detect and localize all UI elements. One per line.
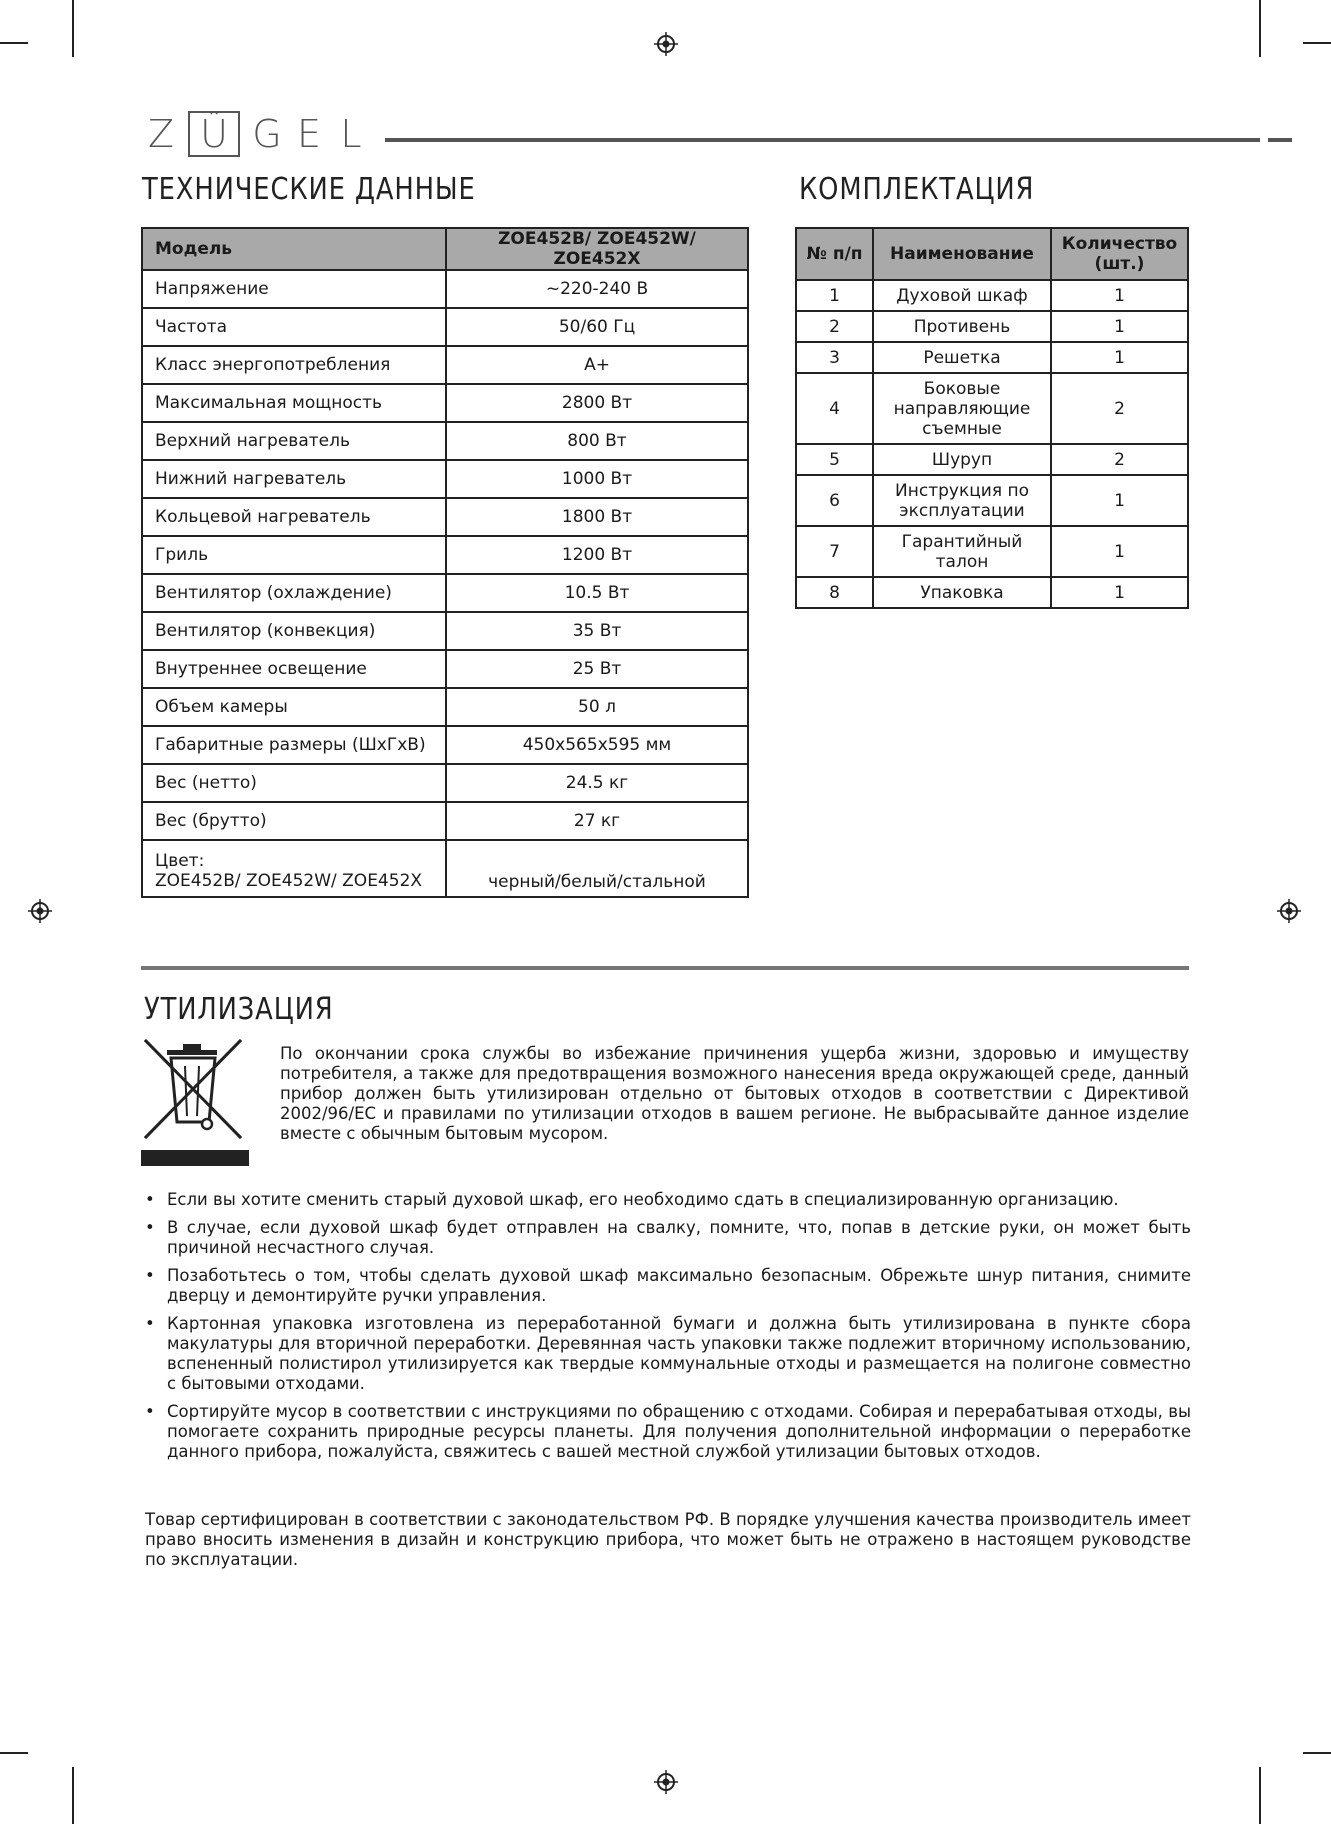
kit-item-name: Гарантийный талон [873, 526, 1051, 577]
table-header-cell: № п/п [796, 228, 873, 280]
spec-label: Объем камеры [142, 688, 446, 726]
spec-value: 35 Вт [446, 612, 748, 650]
table-row [796, 577, 1188, 608]
spec-label: Вентилятор (охлаждение) [142, 574, 446, 612]
color-label-line: Цвет: [155, 851, 205, 871]
specs-table [141, 227, 749, 898]
spec-label: Гриль [142, 536, 446, 574]
crop-mark [72, 0, 74, 57]
kit-number: 1 [796, 280, 873, 311]
kit-number: 4 [796, 373, 873, 444]
table-row [796, 280, 1188, 311]
table-row [142, 650, 748, 688]
kit-quantity: 1 [1051, 577, 1188, 608]
disposal-list [141, 1190, 1191, 1470]
logo-letter: Z [147, 112, 175, 156]
logo-letter: G [252, 112, 282, 156]
spec-label: Кольцевой нагреватель [142, 498, 446, 536]
kit-quantity: 1 [1051, 475, 1188, 526]
crop-mark [72, 1767, 74, 1824]
logo-letter: E [296, 112, 321, 156]
logo-letter: L [340, 112, 362, 156]
header-rule [1268, 138, 1292, 142]
spec-label: Габаритные размеры (ШхГхВ) [142, 726, 446, 764]
spec-value: черный/белый/стальной [446, 840, 748, 897]
table-row [142, 498, 748, 536]
registration-mark-icon [654, 32, 678, 56]
header-rule [385, 138, 1260, 142]
table-header-cell: Количество (шт.) [1051, 228, 1188, 280]
kit-item-name: Инструкция по эксплуатации [873, 475, 1051, 526]
kit-number: 7 [796, 526, 873, 577]
list-item: • Если вы хотите сменить старый духовой шкаф, его необходимо сдать в специализированную организацию. [141, 1190, 1191, 1210]
spec-value: 800 Вт [446, 422, 748, 460]
table-row [142, 574, 748, 612]
spec-value: 27 кг [446, 802, 748, 840]
table-row [142, 612, 748, 650]
table-row [142, 764, 748, 802]
spec-label: Вес (брутто) [142, 802, 446, 840]
table-row [796, 526, 1188, 577]
weee-crossed-bin-icon [141, 1036, 249, 1166]
table-row [796, 342, 1188, 373]
section-divider [141, 966, 1189, 970]
table-row [142, 688, 748, 726]
table-header-cell: Модель [142, 228, 446, 270]
kit-item-name: Шуруп [873, 444, 1051, 475]
list-item: • В случае, если духовой шкаф будет отправлен на свалку, помните, что, попав в детские руки, он может быть причиной несчастного случая. [141, 1218, 1191, 1258]
list-item: • Картонная упаковка изготовлена из переработанной бумаги и должна быть утилизирована в пункте сбора макулатуры для вторичной переработки. Деревянная часть упаковки также подлежит вторичному использованию, вспененный полистирол утилизируется как твердые коммунальные отходы и размещается на полигоне совместно с бытовыми отходами. [141, 1314, 1191, 1394]
spec-value: 1000 Вт [446, 460, 748, 498]
crop-mark [1259, 1767, 1261, 1824]
spec-label: Максимальная мощность [142, 384, 446, 422]
spec-label: Вентилятор (конвекция) [142, 612, 446, 650]
disposal-title: УТИЛИЗАЦИЯ [144, 992, 334, 1027]
registration-mark-icon [28, 899, 52, 923]
spec-value: 24.5 кг [446, 764, 748, 802]
disposal-intro: По окончании срока службы во избежание причинения ущерба жизни, здоровью и имуществу потребителя, а также для предотвращения возможного нанесения вреда окружающей среде, данный прибор должен быть утилизирован отдельно от бытовых отходов в соответствии с Директивой 2002/96/ЕС и правилами по утилизации отходов в вашем регионе. Не выбрасывайте данное изделие вместе с обычным бытовым мусором. [280, 1044, 1189, 1143]
table-header-row [796, 228, 1188, 280]
kit-item-name: Духовой шкаф [873, 280, 1051, 311]
spec-value: 2800 Вт [446, 384, 748, 422]
spec-value: 1800 Вт [446, 498, 748, 536]
table-row [796, 373, 1188, 444]
kit-number: 2 [796, 311, 873, 342]
spec-value: 10.5 Вт [446, 574, 748, 612]
specs-title: ТЕХНИЧЕСКИЕ ДАННЫЕ [142, 172, 476, 207]
list-item: • Сортируйте мусор в соответствии с инструкциями по обращению с отходами. Собирая и перерабатывая отходы, вы помогаете сохранить природные ресурсы планеты. Для получения дополнительной информации о переработке данного прибора, пожалуйста, свяжитесь с вашей местной службой утилизации бытовых отходов. [141, 1402, 1191, 1462]
spec-value: 1200 Вт [446, 536, 748, 574]
kit-number: 8 [796, 577, 873, 608]
list-item: • Позаботьтесь о том, чтобы сделать духовой шкаф максимально безопасным. Обрежьте шнур питания, снимите дверцу и демонтируйте ручки управления. [141, 1266, 1191, 1306]
table-header-cell: Наименование [873, 228, 1051, 280]
kit-quantity: 2 [1051, 444, 1188, 475]
table-row [142, 802, 748, 840]
table-row [142, 460, 748, 498]
table-header-row [142, 228, 748, 270]
spec-label: Класс энергопотребления [142, 346, 446, 384]
spec-label: Вес (нетто) [142, 764, 446, 802]
crop-mark [0, 42, 28, 44]
spec-value: 50/60 Гц [446, 308, 748, 346]
kit-item-name: Боковые направляющие съемные [873, 373, 1051, 444]
crop-mark [0, 1752, 28, 1754]
kit-number: 5 [796, 444, 873, 475]
crop-mark [1259, 0, 1261, 57]
certification-note: Товар сертифицирован в соответствии с законодательством РФ. В порядке улучшения качества производитель имеет право вносить изменения в дизайн и конструкцию прибора, что может быть не отражено в настоящем руководстве по эксплуатации. [145, 1510, 1191, 1569]
spec-label [142, 840, 446, 897]
registration-mark-icon [1277, 899, 1301, 923]
table-row [142, 308, 748, 346]
kit-quantity: 2 [1051, 373, 1188, 444]
kit-item-name: Решетка [873, 342, 1051, 373]
spec-label: Напряжение [142, 270, 446, 308]
kit-item-name: Упаковка [873, 577, 1051, 608]
crop-mark [1303, 1752, 1331, 1754]
table-row [796, 475, 1188, 526]
table-row [142, 270, 748, 308]
kit-table [795, 227, 1189, 609]
spec-label: Внутреннее освещение [142, 650, 446, 688]
registration-mark-icon [654, 1770, 678, 1794]
table-row [142, 840, 748, 897]
kit-number: 6 [796, 475, 873, 526]
table-row [142, 536, 748, 574]
spec-label: Частота [142, 308, 446, 346]
table-row [142, 422, 748, 460]
kit-number: 3 [796, 342, 873, 373]
spec-value: 50 л [446, 688, 748, 726]
spec-label: Верхний нагреватель [142, 422, 446, 460]
logo-letter-boxed: Ü [188, 111, 240, 157]
table-row [142, 384, 748, 422]
kit-quantity: 1 [1051, 280, 1188, 311]
spec-value: ~220-240 В [446, 270, 748, 308]
kit-title: КОМПЛЕКТАЦИЯ [799, 172, 1035, 207]
kit-quantity: 1 [1051, 526, 1188, 577]
spec-value: 450х565х595 мм [446, 726, 748, 764]
spec-label: Нижний нагреватель [142, 460, 446, 498]
color-label-models: ZOE452B/ ZOE452W/ ZOE452X [155, 871, 423, 891]
spec-value: А+ [446, 346, 748, 384]
crop-mark [1303, 42, 1331, 44]
table-header-cell: ZOE452B/ ZOE452W/ ZOE452X [446, 228, 748, 270]
table-row [142, 346, 748, 384]
table-row [796, 311, 1188, 342]
kit-quantity: 1 [1051, 311, 1188, 342]
table-row [796, 444, 1188, 475]
kit-quantity: 1 [1051, 342, 1188, 373]
table-row [142, 726, 748, 764]
kit-item-name: Противень [873, 311, 1051, 342]
brand-logo [140, 112, 372, 156]
spec-value: 25 Вт [446, 650, 748, 688]
